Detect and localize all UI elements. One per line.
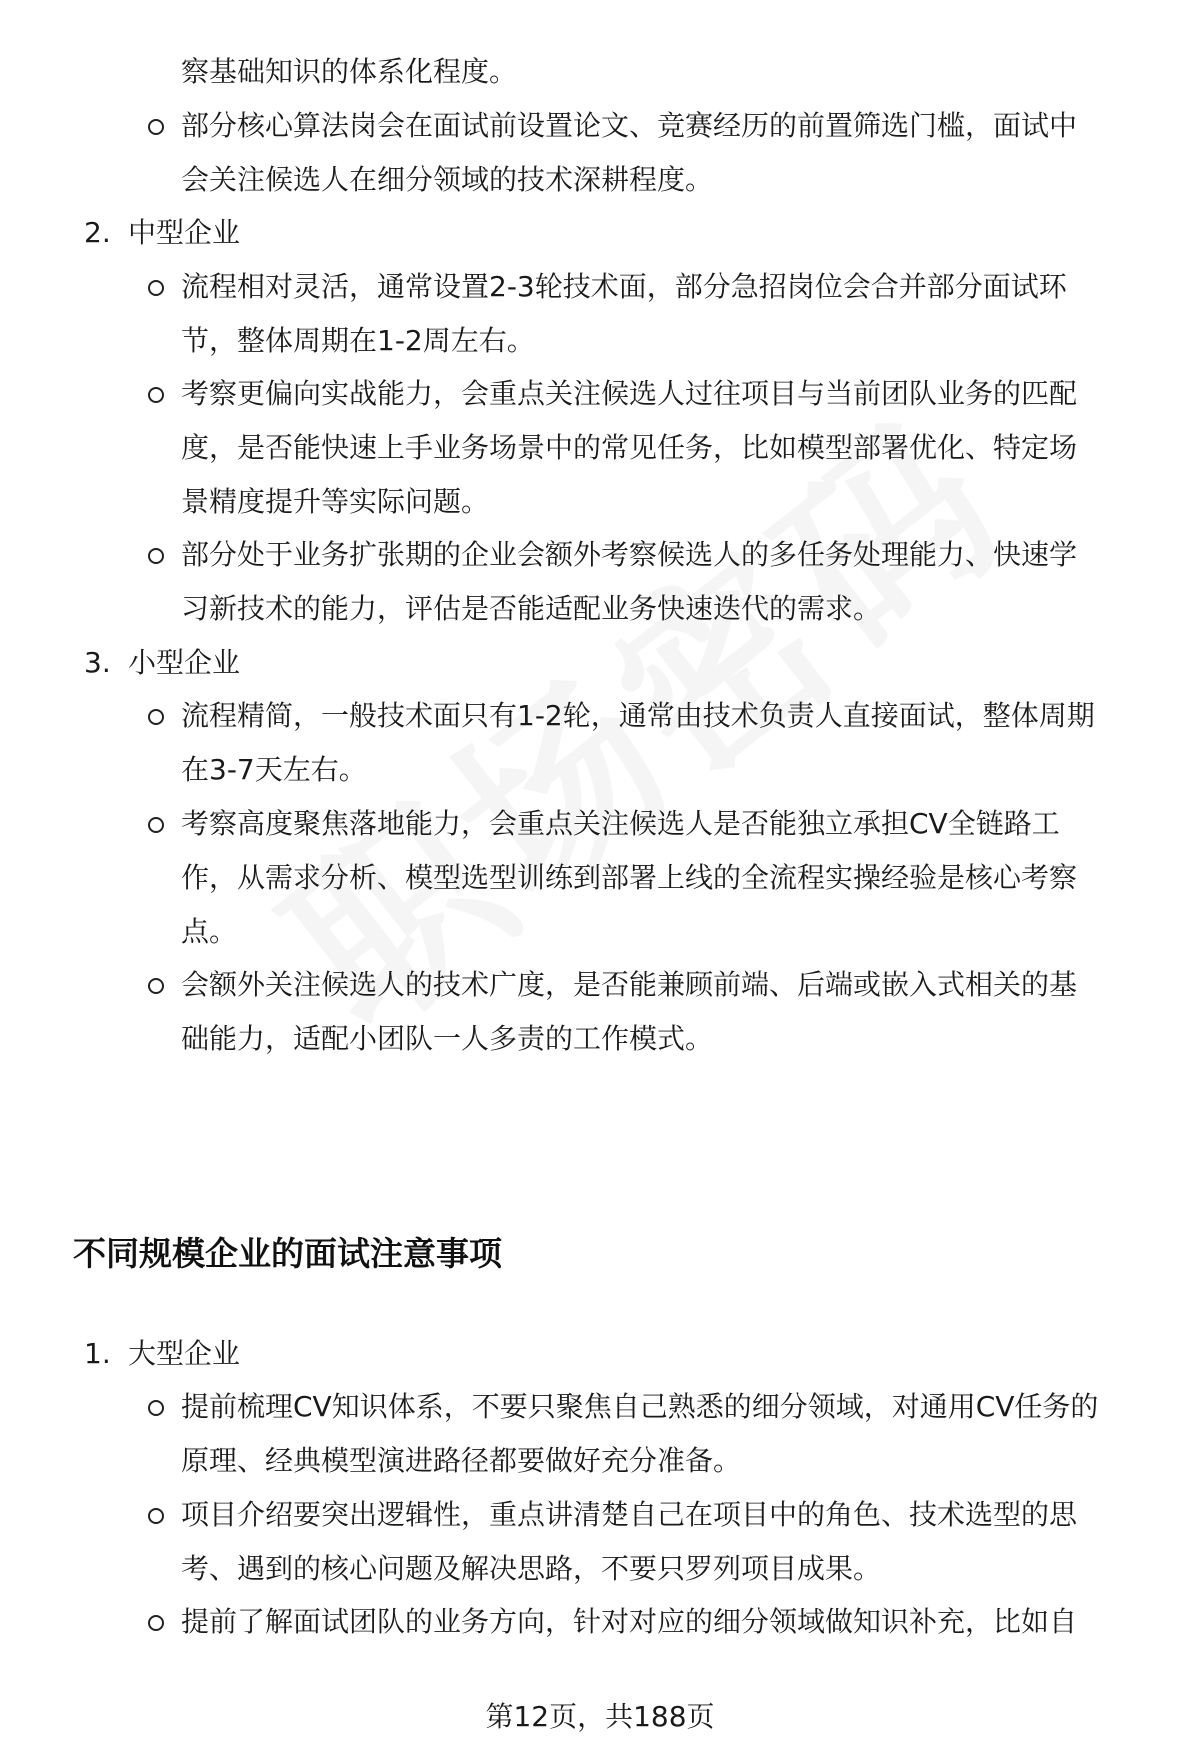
bullet-text-line: 考察高度聚焦落地能力，会重点关注候选人是否能独立承担CV全链路工 xyxy=(181,807,1060,840)
bullet-circle-icon xyxy=(148,280,164,296)
bullet-text-line: 考、遇到的核心问题及解决思路，不要只罗列项目成果。 xyxy=(181,1552,882,1585)
bullet-text-line: 础能力，适配小团队一人多责的工作模式。 xyxy=(181,1022,714,1055)
bullet-text-line: 部分核心算法岗会在面试前设置论文、竞赛经历的前置筛选门槛，面试中 xyxy=(181,109,1078,142)
bullet-text-line: 点。 xyxy=(181,915,238,948)
bullet-text-line: 考察更偏向实战能力，会重点关注候选人过往项目与当前团队业务的匹配 xyxy=(181,377,1078,410)
bullet-text-line: 会额外关注候选人的技术广度，是否能兼顾前端、后端或嵌入式相关的基 xyxy=(181,968,1078,1001)
list-number: 1. xyxy=(84,1337,111,1370)
bullet-text-line: 习新技术的能力，评估是否能适配业务快速迭代的需求。 xyxy=(181,592,882,625)
bullet-text-line: 提前了解面试团队的业务方向，针对对应的细分领域做知识补充，比如自 xyxy=(181,1605,1078,1638)
bullet-text-line: 节，整体周期在1-2周左右。 xyxy=(181,324,535,357)
list-item-title: 中型企业 xyxy=(128,216,241,249)
continuation-line: 察基础知识的体系化程度。 xyxy=(181,55,518,88)
bullet-text-line: 部分处于业务扩张期的企业会额外考察候选人的多任务处理能力、快速学 xyxy=(181,538,1078,571)
bullet-text-line: 项目介绍要突出逻辑性，重点讲清楚自己在项目中的角色、技术选型的思 xyxy=(181,1498,1078,1531)
bullet-circle-icon xyxy=(148,1615,164,1631)
bullet-text-line: 度，是否能快速上手业务场景中的常见任务，比如模型部署优化、特定场 xyxy=(181,431,1078,464)
page-footer: 第12页，共188页 xyxy=(485,1700,715,1733)
bullet-circle-icon xyxy=(148,817,164,833)
bullet-text-line: 作，从需求分析、模型选型训练到部署上线的全流程实操经验是核心考察 xyxy=(181,861,1078,894)
bullet-text-line: 提前梳理CV知识体系，不要只聚焦自己熟悉的细分领域，对通用CV任务的 xyxy=(181,1390,1099,1423)
bullet-text-line: 会关注候选人在细分领域的技术深耕程度。 xyxy=(181,163,714,196)
bullet-text-line: 在3-7天左右。 xyxy=(181,753,367,786)
list-number: 2. xyxy=(84,216,111,249)
bullet-text-line: 流程相对灵活，通常设置2-3轮技术面，部分急招岗位会合并部分面试环 xyxy=(181,270,1067,303)
list-item-title: 小型企业 xyxy=(128,646,241,679)
bullet-circle-icon xyxy=(148,978,164,994)
bullet-circle-icon xyxy=(148,548,164,564)
bullet-circle-icon xyxy=(148,1508,164,1524)
section-heading: 不同规模企业的面试注意事项 xyxy=(73,1234,502,1273)
bullet-text-line: 原理、经典模型演进路径都要做好充分准备。 xyxy=(181,1444,742,1477)
list-item-title: 大型企业 xyxy=(128,1337,241,1370)
bullet-circle-icon xyxy=(148,387,164,403)
bullet-text-line: 流程精简，一般技术面只有1-2轮，通常由技术负责人直接面试，整体周期 xyxy=(181,699,1095,732)
bullet-circle-icon xyxy=(148,709,164,725)
bullet-circle-icon xyxy=(148,119,164,135)
bullet-text-line: 景精度提升等实际问题。 xyxy=(181,485,490,518)
bullet-circle-icon xyxy=(148,1400,164,1416)
list-number: 3. xyxy=(84,646,111,679)
